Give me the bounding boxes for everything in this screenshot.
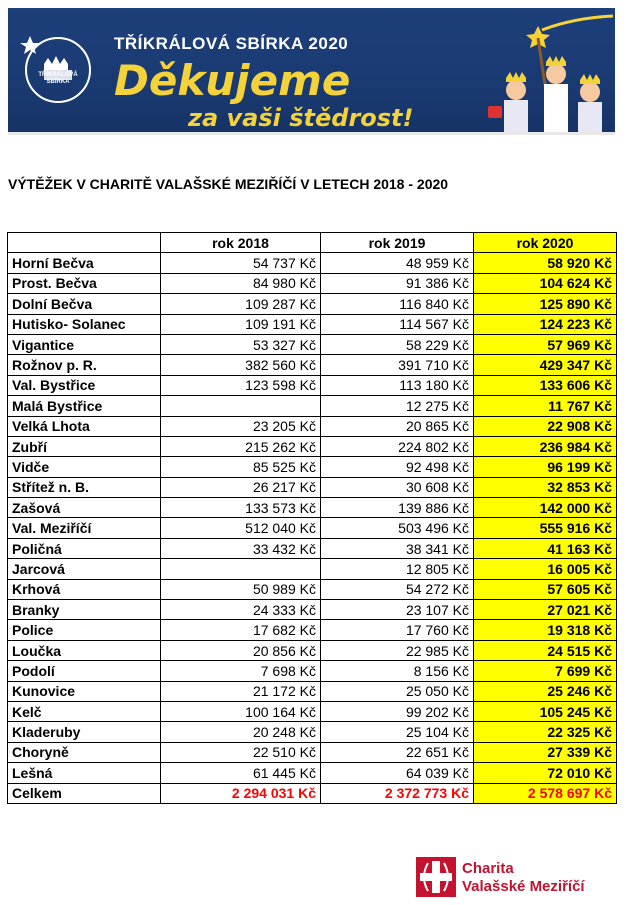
cell-2019: 17 760 Kč: [321, 620, 474, 640]
cell-2018: 109 191 Kč: [161, 314, 321, 334]
page-title: VÝTĚŽEK V CHARITĚ VALAŠSKÉ MEZIŘÍČÍ V LETECH 2018 - 2020: [8, 176, 449, 192]
table-row: [8, 579, 617, 599]
cell-2018: 84 980 Kč: [161, 273, 321, 293]
total-2018: 2 294 031 Kč: [161, 783, 321, 803]
cell-2018: 85 525 Kč: [161, 457, 321, 477]
cell-2018: 26 217 Kč: [161, 477, 321, 497]
cell-2019: 30 608 Kč: [321, 477, 474, 497]
table-row: [8, 314, 617, 334]
row-name: Poličná: [8, 538, 161, 558]
cell-2019: 114 567 Kč: [321, 314, 474, 334]
cell-2020: 104 624 Kč: [474, 273, 617, 293]
cell-2019: 64 039 Kč: [321, 763, 474, 783]
cell-2019: 25 104 Kč: [321, 722, 474, 742]
row-name: Loučka: [8, 640, 161, 660]
cell-2018: 100 164 Kč: [161, 701, 321, 721]
row-name: Zašová: [8, 498, 161, 518]
row-name: Hutisko- Solanec: [8, 314, 161, 334]
row-name: Prost. Bečva: [8, 273, 161, 293]
cell-2018: 215 262 Kč: [161, 436, 321, 456]
three-kings-illustration-icon: [478, 8, 615, 134]
banner-kicker: TŘÍKRÁLOVÁ SBÍRKA 2020: [114, 34, 349, 53]
row-name: Kelč: [8, 701, 161, 721]
cell-2019: 22 985 Kč: [321, 640, 474, 660]
table-row: [8, 701, 617, 721]
banner: [8, 8, 615, 134]
cell-2020: 58 920 Kč: [474, 253, 617, 273]
logo-line-1: Charita: [462, 860, 514, 877]
table-row: [8, 375, 617, 395]
cell-2020: 22 908 Kč: [474, 416, 617, 436]
cell-2018: 24 333 Kč: [161, 600, 321, 620]
cell-2018: 22 510 Kč: [161, 742, 321, 762]
table-row: [8, 742, 617, 762]
banner-subtitle: za vaši štědrost!: [188, 104, 414, 132]
cell-2020: 7 699 Kč: [474, 661, 617, 681]
table-row: [8, 538, 617, 558]
cell-2018: 20 248 Kč: [161, 722, 321, 742]
cell-2018: 382 560 Kč: [161, 355, 321, 375]
table-row: [8, 640, 617, 660]
row-name: Lešná: [8, 763, 161, 783]
cell-2020: 32 853 Kč: [474, 477, 617, 497]
cell-2020: 124 223 Kč: [474, 314, 617, 334]
table-header-row: [8, 233, 617, 253]
cell-2019: 20 865 Kč: [321, 416, 474, 436]
cell-2020: 96 199 Kč: [474, 457, 617, 477]
cell-2020: 27 021 Kč: [474, 600, 617, 620]
cell-2019: 503 496 Kč: [321, 518, 474, 538]
table-row: [8, 600, 617, 620]
banner-divider: [8, 132, 615, 135]
table-row: [8, 681, 617, 701]
cell-2020: 41 163 Kč: [474, 538, 617, 558]
cell-2018: 53 327 Kč: [161, 334, 321, 354]
cell-2020: 57 605 Kč: [474, 579, 617, 599]
cell-2018: 17 682 Kč: [161, 620, 321, 640]
cell-2018: 133 573 Kč: [161, 498, 321, 518]
header-2019: rok 2019: [321, 233, 474, 253]
cell-2018: 7 698 Kč: [161, 661, 321, 681]
table-row: [8, 396, 617, 416]
cell-2018: 50 989 Kč: [161, 579, 321, 599]
row-name: Podolí: [8, 661, 161, 681]
row-name: Kunovice: [8, 681, 161, 701]
cell-2020: 125 890 Kč: [474, 294, 617, 314]
cell-2019: 54 272 Kč: [321, 579, 474, 599]
header-2018: rok 2018: [161, 233, 321, 253]
row-name: Krhová: [8, 579, 161, 599]
cell-2018: 61 445 Kč: [161, 763, 321, 783]
cell-2019: 91 386 Kč: [321, 273, 474, 293]
row-name: Choryně: [8, 742, 161, 762]
emblem-text-2: SBÍRKA: [46, 79, 70, 85]
three-kings-emblem-icon: [20, 30, 96, 106]
cell-2019: 48 959 Kč: [321, 253, 474, 273]
table-row: [8, 559, 617, 579]
cell-2020: 555 916 Kč: [474, 518, 617, 538]
table-row: [8, 416, 617, 436]
cell-2018: 20 856 Kč: [161, 640, 321, 660]
emblem-caption: [30, 72, 86, 86]
cell-2018: 23 205 Kč: [161, 416, 321, 436]
cell-2019: 116 840 Kč: [321, 294, 474, 314]
total-2019: 2 372 773 Kč: [321, 783, 474, 803]
table-row: [8, 294, 617, 314]
cell-2020: 11 767 Kč: [474, 396, 617, 416]
cell-2020: 57 969 Kč: [474, 334, 617, 354]
cell-2019: 139 886 Kč: [321, 498, 474, 518]
row-name: Střítež n. B.: [8, 477, 161, 497]
row-name: Malá Bystřice: [8, 396, 161, 416]
table-row: [8, 355, 617, 375]
cell-2018: 109 287 Kč: [161, 294, 321, 314]
cell-2018: 512 040 Kč: [161, 518, 321, 538]
results-table: [7, 232, 617, 804]
table-row: [8, 253, 617, 273]
cell-2019: 8 156 Kč: [321, 661, 474, 681]
cell-2020: 72 010 Kč: [474, 763, 617, 783]
cell-2020: 105 245 Kč: [474, 701, 617, 721]
table-row: [8, 457, 617, 477]
cell-2020: 24 515 Kč: [474, 640, 617, 660]
cell-2019: 22 651 Kč: [321, 742, 474, 762]
table-row: [8, 334, 617, 354]
cell-2020: 142 000 Kč: [474, 498, 617, 518]
table-row: [8, 498, 617, 518]
table-row: [8, 763, 617, 783]
row-name: Kladeruby: [8, 722, 161, 742]
row-name: Horní Bečva: [8, 253, 161, 273]
cell-2018: 54 737 Kč: [161, 253, 321, 273]
table-row: [8, 273, 617, 293]
cell-2020: 25 246 Kč: [474, 681, 617, 701]
cell-2019: 224 802 Kč: [321, 436, 474, 456]
cell-2019: 25 050 Kč: [321, 681, 474, 701]
cell-2019: 12 805 Kč: [321, 559, 474, 579]
cell-2019: 12 275 Kč: [321, 396, 474, 416]
table-row: [8, 436, 617, 456]
logo-line-2: Valašské Meziříčí: [462, 878, 585, 895]
table-row: [8, 620, 617, 640]
cell-2018: 21 172 Kč: [161, 681, 321, 701]
row-name: Vidče: [8, 457, 161, 477]
header-name: [8, 233, 161, 253]
cell-2020: 429 347 Kč: [474, 355, 617, 375]
cell-2019: 113 180 Kč: [321, 375, 474, 395]
cell-2019: 391 710 Kč: [321, 355, 474, 375]
cell-2020: 22 325 Kč: [474, 722, 617, 742]
banner-title: Děkujeme: [114, 56, 351, 105]
cell-2020: 27 339 Kč: [474, 742, 617, 762]
cell-2018: [161, 559, 321, 579]
cell-2019: 58 229 Kč: [321, 334, 474, 354]
header-2020: rok 2020: [474, 233, 617, 253]
cell-2019: 23 107 Kč: [321, 600, 474, 620]
cell-2018: 33 432 Kč: [161, 538, 321, 558]
table-row: [8, 477, 617, 497]
table-row: [8, 518, 617, 538]
table-body: [8, 253, 617, 804]
table-row: [8, 661, 617, 681]
emblem-text-1: TŘÍKRÁLOVÁ: [38, 72, 78, 78]
cell-2018: 123 598 Kč: [161, 375, 321, 395]
total-row: [8, 783, 617, 803]
row-name: Velká Lhota: [8, 416, 161, 436]
row-name: Police: [8, 620, 161, 640]
total-2020: 2 578 697 Kč: [474, 783, 617, 803]
row-name: Branky: [8, 600, 161, 620]
row-name: Vigantice: [8, 334, 161, 354]
cell-2019: 99 202 Kč: [321, 701, 474, 721]
cell-2019: 38 341 Kč: [321, 538, 474, 558]
charita-logo: [416, 857, 616, 901]
cell-2020: 133 606 Kč: [474, 375, 617, 395]
cell-2020: 19 318 Kč: [474, 620, 617, 640]
row-name: Val. Bystřice: [8, 375, 161, 395]
cell-2019: 92 498 Kč: [321, 457, 474, 477]
row-name: Dolní Bečva: [8, 294, 161, 314]
cell-2020: 16 005 Kč: [474, 559, 617, 579]
charita-cross-icon: [416, 857, 456, 897]
cell-2020: 236 984 Kč: [474, 436, 617, 456]
row-name: Zubří: [8, 436, 161, 456]
row-name: Val. Meziříčí: [8, 518, 161, 538]
row-name: Jarcová: [8, 559, 161, 579]
cell-2018: [161, 396, 321, 416]
table-row: [8, 722, 617, 742]
row-name: Rožnov p. R.: [8, 355, 161, 375]
total-label: Celkem: [8, 783, 161, 803]
